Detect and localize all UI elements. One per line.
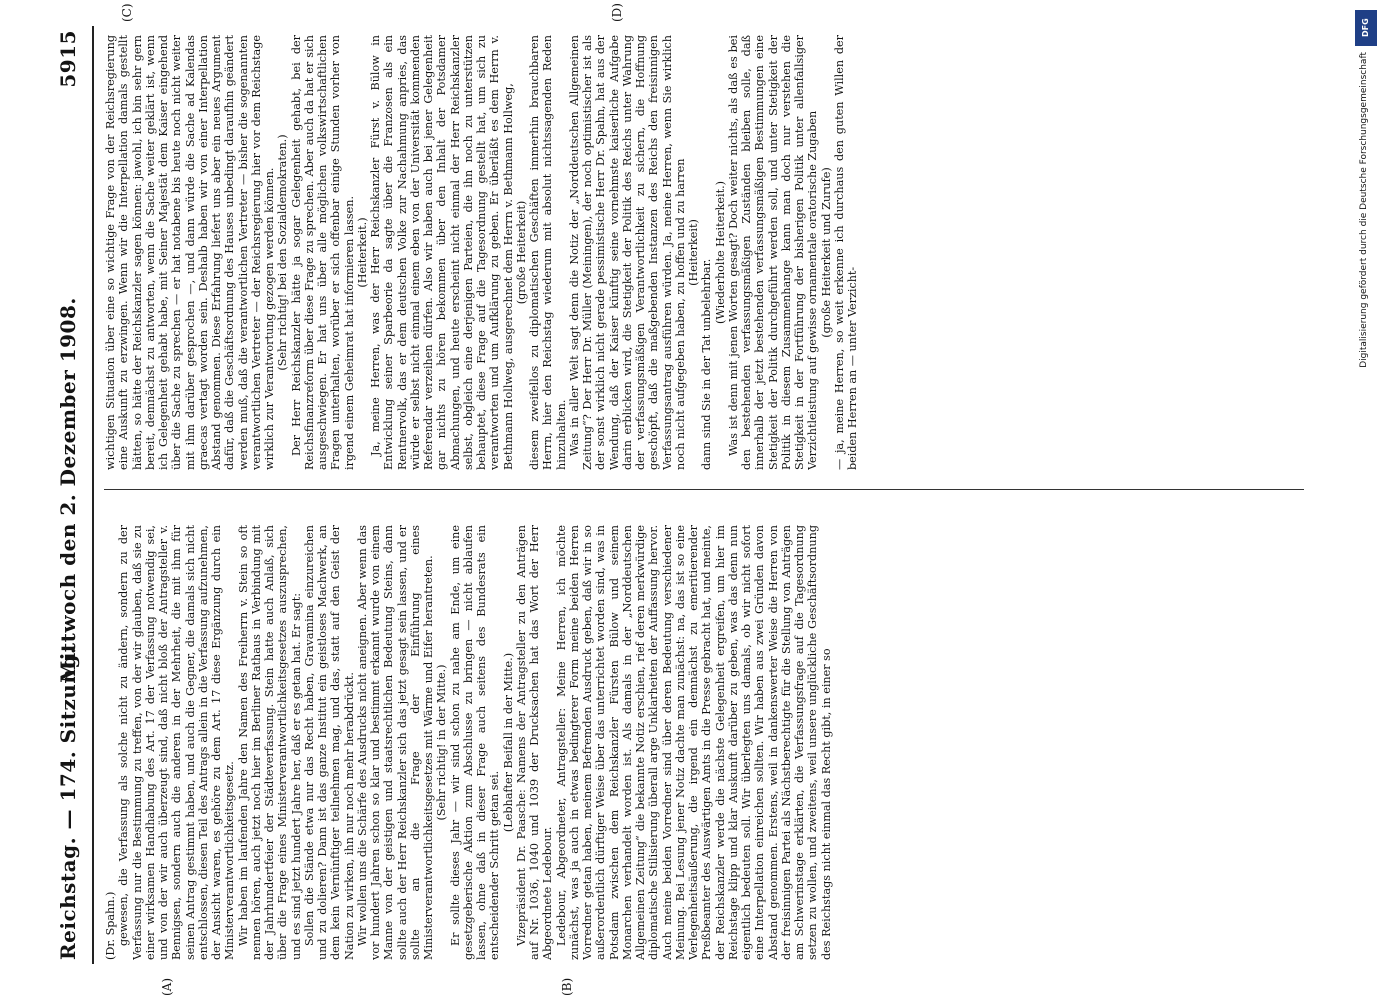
interjection: (große Heiterkeit) [514,200,528,305]
interjection: (Wiederholte Heiterkeit.) [713,181,727,325]
paragraph: Der Herr Reichskanzler hätte ja sogar Gelegenheit gehabt, bei der Reichsfinanzreform über diese Frage zu sprechen. Aber auch da hat er sich ausgeschwiegen. Er hat uns über alle möglichen volkswirtschaftlichen Fragen unterhalten, worüber er sich offenbar einige Stunden vorher von irgend einem Geheimrat hat informieren lassen. [289,35,356,470]
interjection: (große Heiterkeit und Zurufe) [819,167,833,338]
margin-mark-a: (A) [160,977,174,996]
paragraph: Er sollte dieses Jahr — wir sind schon zu nahe am Ende, um eine gesetzgeberische Aktion zum Abschlusse zu bringen — nicht ablaufen lassen, ohne daß in dieser Frage auch seitens des Bundesrats ein entscheidender Schritt getan sei. [448,525,502,960]
margin-mark-b: (B) [560,977,574,996]
paragraph: gewesen, die Verfassung als solche nicht zu ändern, sondern zu der Verfassung nur die Bestimmung zu treffen, von der wir glauben, daß sie zu einer wirksamen Handhabung des Art. 17 der Verfassung notwendig sei, und von der wir auch überzeugt sind, daß nicht bloß der Antragsteller v. Bennigsen, sondern auch die anderen in der Mehrheit, die mit ihm für seinen Antrag gestimmt haben, und auch die Gegner, die damals sich nicht entschlossen, diesen Teil des Antrags allein in die Verfassung aufzunehmen, der Ansicht waren, es gehöre zu dem Art. 17 diese Ergänzung durch ein Ministerverantwortlichkeitsgesetz. [117,525,237,960]
interjection: (Lebhafter Beifall in der Mitte.) [501,652,515,833]
paragraph: Wir wollen uns die Schärfe des Ausdrucks nicht aneignen. Aber wenn das vor hundert Jahren schon so klar und bestimmt erkannt wurde von einem Manne von der geistigen und staatsrechtlichen Bedeutung Steins, dann sollte auch der Herr Reichskanzler sich das jetzt gesagt sein lassen, und er sollte an die Frage der Einführung eines Ministerverantwortlichkeitsgesetzes mit Wärme und Eifer herantreten. [355,525,435,960]
margin-mark-c: (C) [120,3,134,22]
paragraph: Ledebour, Abgeordneter, Antragsteller: Meine Herren, ich möchte zunächst, was ja auch in etwas bedingterer Form meine beiden Herren Vorredner getan haben, meinem Befremden Ausdruck geben, daß wir in so außerordentlich dürftiger Weise über das unterrichtet worden sind, was in Potsdam zwischen dem Reichskanzler Fürsten Bülow und seinem Monarchen verhandelt worden ist. Als damals in der „Norddeutschen Allgemeinen Zeitung“ die bekannte Notiz erschien, rief deren merkwürdige diplomatische Stilisierung überall arge Unklarheiten der Auffassung hervor. Auch meine beiden Vorredner sind über deren Bedeutung verschiedener Meinung. Bei Lesung jener Notiz dachte man zunächst: na, das ist so eine Verlegenheitsäußerung, die irgend ein demnächst zu emeritierender Preßbeamter des Auswärtigen Amts in die Presse gebracht hat, und meinte, der Reichskanzler werde die nächste Gelegenheit ergreifen, um hier im Reichstage klipp und klar Auskunft darüber zu geben, was das denn nun eigentlich bedeuten soll. Wir überlegten uns damals, ob wir nicht sofort eine Interpellation einreichen sollten. Wir haben aus zwei Gründen davon Abstand genommen. Erstens, weil in dankenswerter Weise die Herren von der freisinnigen Partei als Nächstberechtigte für die Stellung von Anträgen am Schwerinstage erklärten, die Verfassungsfrage auf die Tagesordnung setzen zu wollen, und zweitens, weil unsere unglückliche Geschäftsordnung des Reichstags nicht einmal das Recht gibt, in einer so [554,525,833,960]
quotation: Sollen die Stände etwa nur das Recht haben, Gravamina einzureichen und zu dolieren? Dann ist das ganze Institut ein geistloses Machwerk, an dem kein Vernünftiger teilnehmen mag, und das, statt auf den Geist der Nation zu wirken, ihn nur noch mehr herabdrückt. [302,525,356,960]
margin-mark-d: (D) [610,3,624,22]
interjection: (Sehr richtig! in der Mitte.) [435,664,449,821]
paragraph: Was in aller Welt sagt denn die Notiz der „Norddeutschen Allgemeinen Zeitung“? Der Herr Dr. Müller (Meiningen), der noch optimistischer ist als der sonst wirklich nicht gerade pessimistische Herr Dr. Spahn, hat aus der Wendung, daß der Kaiser künftig seine vornehmste kaiserliche Aufgabe darin erblicken wird, die Stetigkeit der Politik des Reichs unter Wahrung der verfassungsmäßigen Verantwortlichkeit zu sichern, die Hoffnung geschöpft, daß die maßgebenden Instanzen des Reichs den freisinnigen Verfassungsantrag ausführen würden. Ja, meine Herren, wenn Sie wirklich noch nicht aufgegeben haben, zu hoffen und zu harren [567,35,687,470]
paragraph: diesem zweifellos zu diplomatischen Geschäften immerhin brauchbaren Herrn, hier den Reichstag wiederum mit absolut nichtssagenden Reden hinzuhalten. [528,35,568,470]
interjection: (Heiterkeit) [687,219,700,286]
paragraph: wichtigen Situation über eine so wichtige Frage von der Reichsregierung eine Auskunft zu erzwingen. Wenn wir die Interpellation damals gestellt hätten, so hätte der Reichskanzler sagen können: jawohl, ich bin sehr gern bereit, demnächst zu antworten, wenn die Sache weiter geklärt ist, wenn ich Gelegenheit gehabt habe, mit Seiner Majestät dem Kaiser eingehend über die Sache zu sprechen — er hat notabene bis heute noch nicht weiter mit ihm darüber gesprochen —, und dann würde die Sache ad Kalendas graecas vertagt worden sein. Deshalb haben wir von einer Interpellation Abstand genommen. Diese Erfahrung liefert uns aber ein neues Argument dafür, daß die Geschäftsordnung des Hauses unbedingt daraufhin geändert werden muß, daß die verantwortlichen Vertreter — bisher die sogenannten verantwortlichen Vertreter — der Reichsregierung hier vor dem Reichstage wirklich zur Verantwortung gezogen werden können. [104,35,276,470]
dfg-credit: Digitalisierung gefördert durch die Deutsche Forschungsgemeinschaft [1359,52,1369,368]
paragraph: dann sind Sie in der Tat unbelehrbar. [700,258,714,470]
interjection: (Heiterkeit.) [355,217,369,288]
paragraph: Vizepräsident Dr. Paasche: Namens der Antragsteller zu den Anträgen auf Nr. 1036, 1040 und 1039 der Drucksachen hat das Wort der Herr Abgeordnete Ledebour. [514,525,555,960]
left-column [104,525,1304,960]
header-date: Mittwoch den 2. Dezember 1908. [56,297,80,683]
paragraph: Was ist denn mit jenen Worten gesagt? Doch weiter nichts, als daß es bei den bestehenden verfassungsmäßigen Zuständen bleiben solle, daß innerhalb der jetzt bestehenden verfassungsmäßigen Bestimmungen eine Stetigkeit der Politik durchgeführt werden soll, und unter Stetigkeit der Politik in diesem Zusammenhange kann man doch nur verstehen die Stetigkeit in der Fortführung der bisherigen Politik unter allenfallsiger Verzichtleistung auf gewisse ornamentale oratorische Zugaben [726,35,820,470]
paragraph: Wir haben im laufenden Jahre den Namen des Freiherrn v. Stein so oft nennen hören, auch jetzt noch hier im Berliner Rathaus in Verbindung mit der Jahrhundertfeier der Städteverfassung. Stein hatte auch Anlaß, sich über die Frage eines Ministerverantwortlichkeitsgesetzes auszusprechen, und es sind jetzt hundert Jahre her, daß er es getan hat. Er sagt: [236,525,303,960]
dfg-sidebar [1355,10,1377,990]
header-rule [92,26,94,964]
header-session: Reichstag. — 174. Sitzung. [56,646,80,960]
paragraph: — ja, meine Herren, so weit erkenne ich durchaus den guten Willen der beiden Herren an — unter Verzicht- [832,35,859,470]
speaker-tag: (Dr. Spahn.) [104,891,117,960]
paragraph: Ja, meine Herren, was der Herr Reichskanzler Fürst v. Bülow in Entwicklung seiner Sparbeorie da sagte über die Franzosen als ein Rentnervolk, das er dem deutschen Volke zur Nachahmung anpries, das würde er selbst nicht einmal einem eben von der Universität kommenden Referendar verzeihen dürfen. Also wir haben auch bei jener Gelegenheit gar nichts zu hören bekommen über den Inhalt der Potsdamer Abmachungen, und heute erscheint nicht einmal der Herr Reichskanzler selbst, obgleich eine derjenigen Parteien, die ihn noch zu unterstützen behauptet, diese Frage auf die Tagesordnung gestellt hat, um sich zu verantworten und um Aufklärung zu geben. Er überläßt es dem Herrn v. Bethmann Hollweg, ausgerechnet dem Herrn v. Bethmann Hollweg, [369,35,515,470]
dfg-logo: DFG [1355,10,1377,46]
page-number: 5915 [56,30,80,88]
right-column [104,35,1304,470]
column-divider [104,489,1304,490]
interjection: (Sehr richtig! bei den Sozialdemokraten.) [276,134,290,371]
